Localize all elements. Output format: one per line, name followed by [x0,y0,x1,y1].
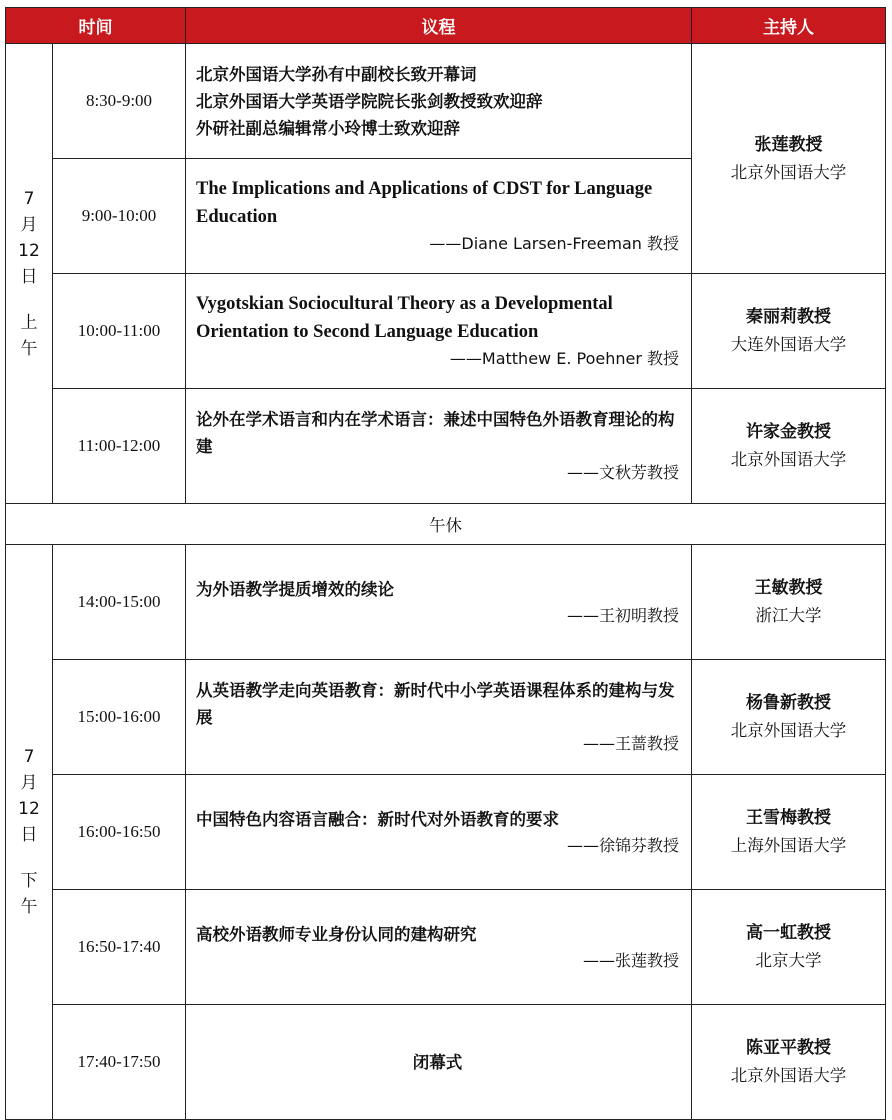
session-speaker: ——Diane Larsen-Freeman 教授 [429,234,679,253]
session-agenda [186,389,692,504]
session-title: 中国特色内容语言融合：新时代对外语教育的要求 [196,809,559,829]
host-name: 高一虹教授 [746,923,831,943]
session-title: 高校外语教师专业身份认同的建构研究 [196,924,477,944]
conference-schedule-table [5,7,886,1120]
host-name: 秦丽莉教授 [746,307,831,327]
table-row [6,1005,886,1120]
session-time: 16:00-16:50 [53,775,186,890]
host-org: 北京外国语大学 [730,721,847,740]
date-char: 7 [23,747,35,767]
session-host [692,890,886,1005]
agenda-line: 北京外国语大学英语学院院长张剑教授致欢迎辞 [196,91,543,111]
session-speaker: ——Matthew E. Poehner 教授 [449,349,679,368]
agenda-line: 外研社副总编辑常小玲博士致欢迎辞 [196,118,460,138]
header-agenda: 议程 [186,8,692,44]
session-agenda [186,274,692,389]
session-speaker: ——王蔷教授 [582,734,679,753]
agenda-line: 北京外国语大学孙有中副校长致开幕词 [196,64,477,84]
host-name: 许家金教授 [746,422,831,442]
session-title: 论外在学术语言和内在学术语言：兼述中国特色外语教育理论的构建 [196,410,675,456]
date-char: 午 [20,338,38,359]
session-time: 14:00-15:00 [53,545,186,660]
session-time: 8:30-9:00 [53,44,186,159]
session-agenda [186,890,692,1005]
date-char: 日 [20,825,38,845]
host-name: 王雪梅教授 [746,808,831,828]
date-char: 午 [20,897,38,917]
host-org: 大连外国语大学 [730,335,847,354]
session-time: 17:40-17:50 [53,1005,186,1120]
session-agenda [186,1005,692,1120]
session-time: 16:50-17:40 [53,890,186,1005]
date-char: 月 [20,214,38,235]
break-row [6,504,886,545]
session-speaker: ——王初明教授 [566,605,679,625]
session-speaker: ——张莲教授 [582,950,679,970]
session-host [692,44,886,274]
session-host [692,389,886,504]
date-afternoon [6,545,53,1120]
host-org: 浙江大学 [755,606,822,625]
table-row [6,389,886,504]
session-time: 10:00-11:00 [53,274,186,389]
table-row [6,660,886,775]
host-org: 北京大学 [755,951,822,970]
session-title: 为外语教学提质增效的续论 [196,579,394,599]
session-agenda [186,545,692,660]
session-host [692,660,886,775]
host-name: 张莲教授 [754,134,823,155]
session-host [692,274,886,389]
session-time: 15:00-16:00 [53,660,186,775]
session-agenda [186,660,692,775]
date-char: 12 [18,240,40,261]
host-org: 北京外国语大学 [730,450,847,469]
date-char: 日 [20,266,38,287]
host-org: 上海外国语大学 [730,836,847,855]
table-row [6,44,886,159]
table-row [6,545,886,660]
session-title: Vygotskian Sociocultural Theory as a Developmental Orientation to Second Language Education [196,294,613,342]
host-org: 北京外国语大学 [730,162,847,182]
session-agenda [186,44,692,159]
session-time: 9:00-10:00 [53,159,186,274]
session-time: 11:00-12:00 [53,389,186,504]
date-char: 7 [23,188,35,209]
table-row [6,274,886,389]
table-row [6,890,886,1005]
session-host [692,545,886,660]
session-title: 从英语教学走向英语教育：新时代中小学英语课程体系的建构与发展 [196,681,675,727]
table-row [6,775,886,890]
date-char: 12 [18,799,40,819]
header-row [6,8,886,44]
lunch-break: 午休 [6,504,886,545]
session-speaker: ——文秋芳教授 [566,463,679,482]
header-host: 主持人 [692,8,886,44]
date-char: 月 [20,773,38,793]
host-name: 陈亚平教授 [746,1038,831,1058]
date-char: 下 [20,871,38,891]
session-host [692,1005,886,1120]
session-title: 闭幕式 [412,1052,463,1072]
date-char: 上 [20,312,38,333]
host-name: 王敏教授 [754,578,823,598]
session-agenda [186,159,692,274]
session-agenda [186,775,692,890]
header-time: 时间 [6,8,186,44]
host-name: 杨鲁新教授 [746,693,831,713]
session-speaker: ——徐锦芬教授 [566,835,679,855]
date-morning [6,44,53,504]
host-org: 北京外国语大学 [730,1066,847,1085]
session-host [692,775,886,890]
session-title: The Implications and Applications of CDST for Language Education [196,179,653,227]
